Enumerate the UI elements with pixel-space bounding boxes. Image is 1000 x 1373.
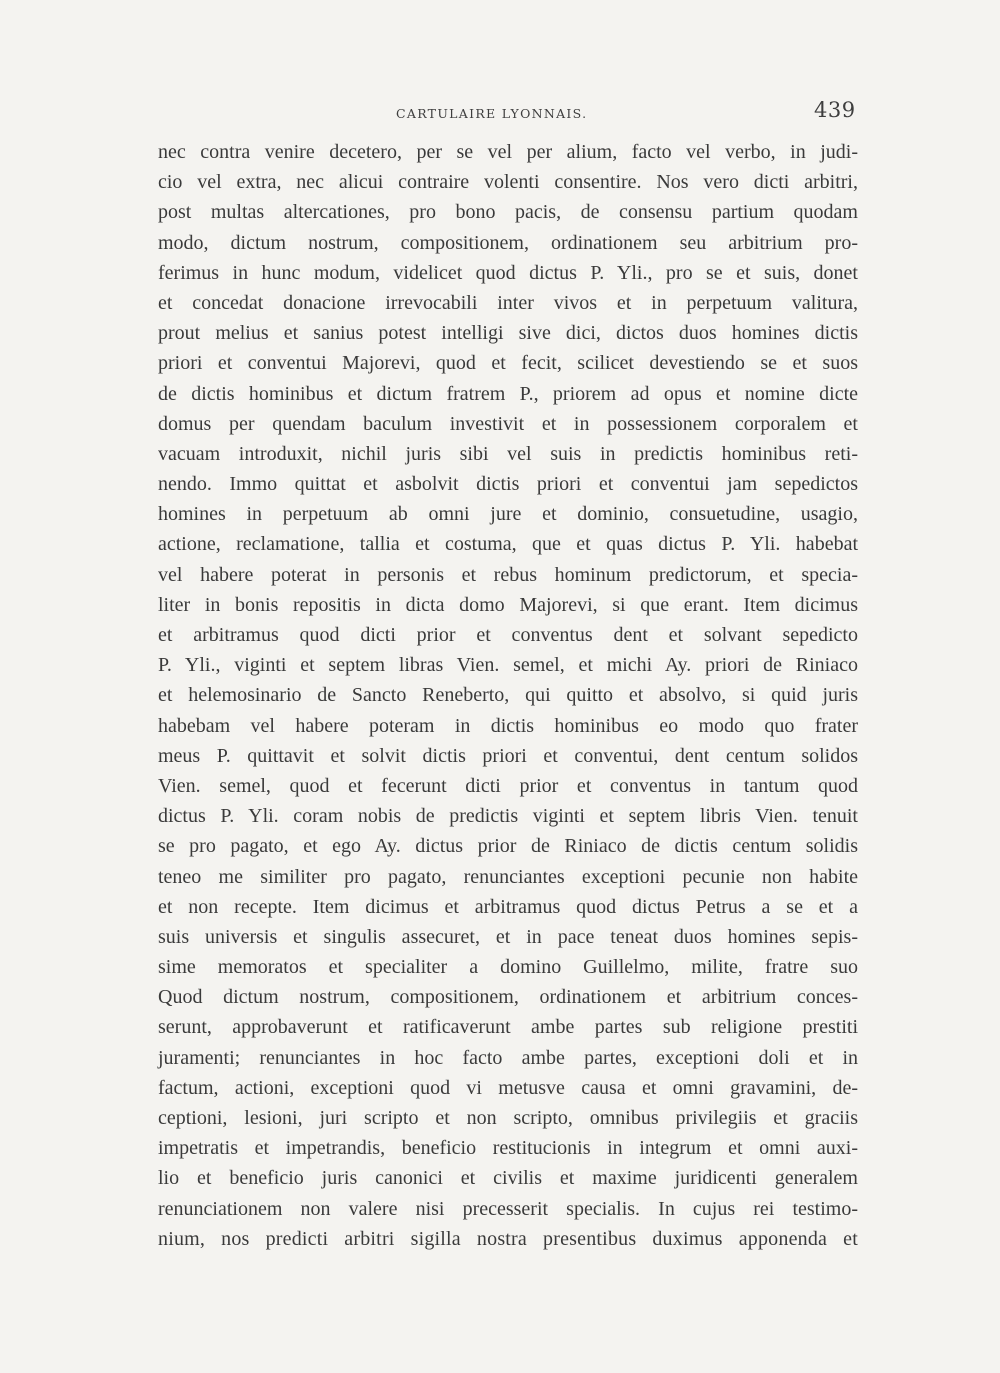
text-line: vel habere poterat in personis et rebus hominum predictorum, et specia- (158, 563, 858, 586)
text-line: liter in bonis repositis in dicta domo Majorevi, si que erant. Item dicimus (158, 593, 858, 616)
text-line: ferimus in hunc modum, videlicet quod dictus P. Yli., pro se et suis, donet (158, 261, 858, 284)
text-line: homines in perpetuum ab omni jure et dominio, consuetudine, usagio, (158, 503, 858, 526)
text-line: et concedat donacione irrevocabili inter vivos et in perpetuum valitura, (158, 291, 858, 314)
text-line: et arbitramus quod dicti prior et conventus dent et solvant sepedicto (158, 624, 858, 646)
text-line: sime memoratos et specialiter a domino Guillelmo, milite, fratre suo (158, 956, 858, 979)
text-line: juramenti; renunciantes in hoc facto ambe partes, exceptioni doli et in (158, 1046, 858, 1069)
running-head (0, 96, 1000, 128)
text-line: nium, nos predicti arbitri sigilla nostra presentibus duximus apponenda et (158, 1227, 858, 1250)
text-line: nec contra venire decetero, per se vel per alium, facto vel verbo, in judi- (158, 141, 858, 163)
text-line: dictus P. Yli. coram nobis de predictis viginti et septem libris Vien. tenuit (158, 805, 858, 828)
text-line: post multas altercationes, pro bono pacis, de consensu partium quodam (158, 201, 858, 224)
text-line: impetratis et impetrandis, beneficio restitucionis in integrum et omni auxi- (158, 1137, 858, 1160)
text-line: domus per quendam baculum investivit et in possessionem corporalem et (158, 412, 858, 435)
text-line: et helemosinario de Sancto Reneberto, qui quitto et absolvo, si quid juris (158, 684, 858, 707)
body-text (158, 137, 858, 1254)
text-line: cio vel extra, nec alicui contraire volenti consentire. Nos vero dicti arbitri, (158, 171, 858, 194)
page-number: 439 (814, 98, 856, 122)
text-line: lio et beneficio juris canonici et civilis et maxime juridicenti generalem (158, 1167, 858, 1190)
text-line: factum, actioni, exceptioni quod vi metusve causa et omni gravamini, de- (158, 1076, 858, 1099)
text-line: se pro pagato, et ego Ay. dictus prior de Riniaco de dictis centum solidis (158, 835, 858, 858)
text-line: modo, dictum nostrum, compositionem, ordinationem seu arbitrium pro- (158, 231, 858, 254)
text-line: habebam vel habere poteram in dictis hominibus eo modo quo frater (158, 714, 858, 737)
text-line: ceptioni, lesioni, juri scripto et non scripto, omnibus privilegiis et graciis (158, 1107, 858, 1129)
text-line: prout melius et sanius potest intelligi sive dici, dictos duos homines dictis (158, 322, 858, 345)
text-line: Quod dictum nostrum, compositionem, ordinationem et arbitrium conces- (158, 986, 858, 1009)
text-line: de dictis hominibus et dictum fratrem P., priorem ad opus et nomine dicte (158, 382, 858, 405)
text-line: suis universis et singulis assecuret, et in pace teneat duos homines sepis- (158, 925, 858, 948)
text-line: serunt, approbaverunt et ratificaverunt ambe partes sub religione prestiti (158, 1016, 858, 1039)
text-line: teneo me similiter pro pagato, renunciantes exceptioni pecunie non habite (158, 865, 858, 888)
text-line: vacuam introduxit, nichil juris sibi vel suis in predictis hominibus reti- (158, 442, 858, 465)
text-line: priori et conventui Majorevi, quod et fecit, scilicet devestiendo se et suos (158, 352, 858, 375)
text-line: et non recepte. Item dicimus et arbitramus quod dictus Petrus a se et a (158, 895, 858, 918)
text-line: Vien. semel, quod et fecerunt dicti prior et conventus in tantum quod (158, 774, 858, 797)
text-line: meus P. quittavit et solvit dictis priori et conventui, dent centum solidos (158, 744, 858, 767)
text-line: P. Yli., viginti et septem libras Vien. semel, et michi Ay. priori de Riniaco (158, 654, 858, 677)
running-head-title: CARTULAIRE LYONNAIS. (396, 106, 588, 121)
text-line: nendo. Immo quittat et asbolvit dictis priori et conventui jam sepedictos (158, 473, 858, 496)
text-line: renunciationem non valere nisi precesserit specialis. In cujus rei testimo- (158, 1197, 858, 1220)
text-line: actione, reclamatione, tallia et costuma, que et quas dictus P. Yli. habebat (158, 533, 858, 556)
